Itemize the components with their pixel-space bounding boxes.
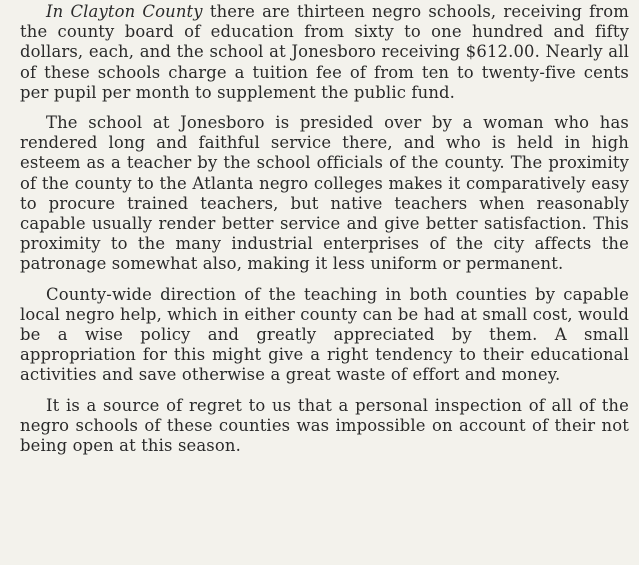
paragraph-jonesboro-school xyxy=(20,113,629,275)
paragraph-text: The school at Jonesboro is presided over by a woman who has rendered long and faithful service there, and who is held in high esteem as a teacher by the school officials of the county. The proximity of the county to the Atlanta negro colleges makes it comparatively easy to procure trained teachers, but native teachers when reasonably capable usually render better service and give better satisfaction. This proximity to the many industrial enterprises of the city affects the patronage somewhat also, making it less uniform or permanent. xyxy=(20,113,629,274)
county-name-lead: In Clayton County xyxy=(46,2,203,21)
paragraph-regret xyxy=(20,396,629,457)
paragraph-text: there are thirteen negro schools, receiving from the county board of education from sixty to one hundred and fifty dollars, each, and the school at Jonesboro receiving $612.00. Nearly all of these schools charge a tuition fee of from ten to twenty-five cents per pupil per month to supplement the public fund. xyxy=(20,2,629,102)
paragraph-clayton-county xyxy=(20,2,629,103)
paragraph-text: County-wide direction of the teaching in both counties by capable local negro help, which in either county can be had at small cost, would be a wise policy and greatly appreciated by them. A small appropriation for this might give a right tendency to their educational activities and save otherwise a great waste of effort and money. xyxy=(20,284,630,385)
paragraph-text: It is a source of regret to us that a personal inspection of all of the negro schools of these counties was impossible on account of their not being open at this season. xyxy=(20,395,629,456)
paragraph-county-wide-direction xyxy=(20,285,629,386)
